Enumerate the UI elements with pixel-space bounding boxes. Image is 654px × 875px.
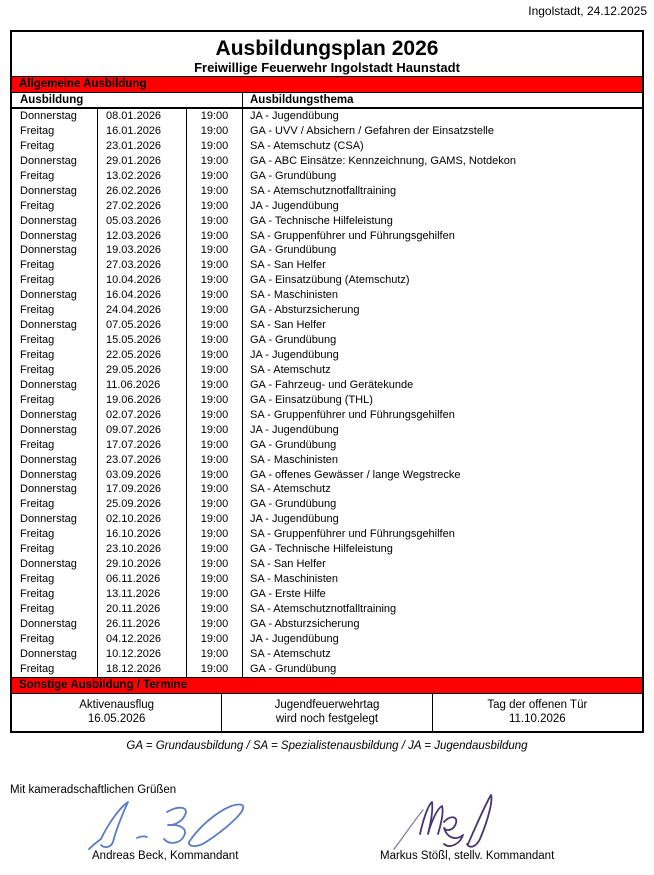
schedule-topic: GA - Grundübung <box>250 244 337 257</box>
schedule-row <box>12 169 642 184</box>
schedule-day: Freitag <box>12 333 98 348</box>
schedule-date: 29.10.2026 <box>98 557 187 572</box>
schedule-row <box>12 453 642 468</box>
schedule-row <box>12 363 642 378</box>
schedule-topic: SA - Gruppenführer und Führungsgehilfen <box>250 229 455 242</box>
schedule-row <box>12 647 642 662</box>
schedule-time: 19:00 <box>187 184 243 199</box>
schedule-day: Donnerstag <box>12 423 98 438</box>
schedule-row <box>12 139 642 154</box>
schedule-date: 13.11.2026 <box>98 587 187 602</box>
schedule-topic: GA - ABC Einsätze: Kennzeichnung, GAMS, Notdekon <box>250 154 516 167</box>
signer-name-1: Andreas Beck, Kommandant <box>92 850 239 862</box>
schedule-date: 16.10.2026 <box>98 527 187 542</box>
schedule-date: 18.12.2026 <box>98 662 187 677</box>
event-name: Aktivenausflug <box>79 698 155 711</box>
schedule-time: 19:00 <box>187 647 243 662</box>
event-date: 11.10.2026 <box>508 713 566 726</box>
schedule-date: 03.09.2026 <box>98 468 187 483</box>
schedule-topic: JA - Jugendübung <box>250 349 339 361</box>
schedule-time: 19:00 <box>187 602 243 617</box>
schedule-date: 26.11.2026 <box>98 617 187 632</box>
schedule-row <box>12 333 642 348</box>
schedule-time: 19:00 <box>187 154 243 169</box>
schedule-row <box>12 243 642 258</box>
schedule-row <box>12 542 642 557</box>
schedule-time: 19:00 <box>187 378 243 393</box>
schedule-date: 19.06.2026 <box>98 393 187 408</box>
schedule-date: 11.06.2026 <box>98 378 187 393</box>
schedule-date: 17.07.2026 <box>98 438 187 453</box>
schedule-topic: GA - Erste Hilfe <box>250 588 326 600</box>
page-subtitle: Freiwillige Feuerwehr Ingolstadt Haunstadt <box>194 60 460 75</box>
column-header-ausbildungsthema: Ausbildungsthema <box>250 94 354 106</box>
schedule-row <box>12 303 642 318</box>
schedule-row <box>12 154 642 169</box>
schedule-row <box>12 348 642 363</box>
schedule-day: Donnerstag <box>12 318 98 333</box>
schedule-row <box>12 199 642 214</box>
schedule-topic: GA - Absturzsicherung <box>250 304 360 317</box>
schedule-date: 29.05.2026 <box>98 363 187 378</box>
schedule-time: 19:00 <box>187 243 243 258</box>
schedule-time: 19:00 <box>187 109 243 124</box>
schedule-time: 19:00 <box>187 318 243 333</box>
schedule-day: Donnerstag <box>12 453 98 468</box>
schedule-day: Donnerstag <box>12 468 98 483</box>
schedule-row <box>12 662 642 677</box>
training-plan-table <box>10 30 644 733</box>
salutation: Mit kameradschaftlichen Grüßen <box>10 784 177 796</box>
events-row <box>12 694 642 731</box>
schedule-date: 25.09.2026 <box>98 497 187 512</box>
schedule-time: 19:00 <box>187 303 243 318</box>
schedule-row <box>12 378 642 393</box>
schedule-time: 19:00 <box>187 527 243 542</box>
schedule-date: 07.05.2026 <box>98 318 187 333</box>
schedule-topic: GA - UVV / Absichern / Gefahren der Einsatzstelle <box>250 124 494 137</box>
schedule-date: 29.01.2026 <box>98 154 187 169</box>
schedule-date: 19.03.2026 <box>98 243 187 258</box>
schedule-day: Donnerstag <box>12 214 98 229</box>
schedule-time: 19:00 <box>187 557 243 572</box>
schedule-topic: JA - Jugendübung <box>250 513 339 526</box>
schedule-time: 19:00 <box>187 333 243 348</box>
schedule-date: 10.04.2026 <box>98 273 187 288</box>
schedule-day: Freitag <box>12 303 98 318</box>
schedule-time: 19:00 <box>187 468 243 483</box>
schedule-day: Donnerstag <box>12 154 98 169</box>
schedule-date: 24.04.2026 <box>98 303 187 318</box>
schedule-topic: SA - Atemschutz <box>250 647 331 660</box>
schedule-time: 19:00 <box>187 512 243 527</box>
schedule-time: 19:00 <box>187 453 243 468</box>
schedule-topic: SA - Maschinisten <box>250 453 339 466</box>
schedule-topic: SA - Gruppenführer und Führungsgehilfen <box>250 528 455 541</box>
schedule-topic: GA - Absturzsicherung <box>250 617 360 630</box>
section-band-other: Sonstige Ausbildung / Termine <box>12 677 642 694</box>
schedule-day: Donnerstag <box>12 557 98 572</box>
schedule-time: 19:00 <box>187 288 243 303</box>
schedule-day: Freitag <box>12 632 98 647</box>
schedule-day: Donnerstag <box>12 647 98 662</box>
schedule-day: Freitag <box>12 273 98 288</box>
schedule-day: Freitag <box>12 542 98 557</box>
schedule-time: 19:00 <box>187 423 243 438</box>
schedule-topic: GA - Technische Hilfeleistung <box>250 214 393 227</box>
schedule-topic: SA - San Helfer <box>250 259 326 272</box>
schedule-row <box>12 497 642 512</box>
section-band-general: Allgemeine Ausbildung <box>12 76 642 93</box>
legend: GA = Grundausbildung / SA = Spezialistenausbildung / JA = Jugendausbildung <box>126 740 528 752</box>
table-header-row <box>12 93 642 109</box>
schedule-time: 19:00 <box>187 438 243 453</box>
schedule-row <box>12 468 642 483</box>
schedule-date: 27.03.2026 <box>98 258 187 273</box>
event-cell <box>12 694 222 731</box>
schedule-date: 17.09.2026 <box>98 482 187 497</box>
schedule-time: 19:00 <box>187 273 243 288</box>
schedule-date: 15.05.2026 <box>98 333 187 348</box>
schedule-date: 10.12.2026 <box>98 647 187 662</box>
schedule-row <box>12 572 642 587</box>
schedule-rows <box>12 109 642 677</box>
schedule-date: 05.03.2026 <box>98 214 187 229</box>
schedule-row <box>12 229 642 244</box>
schedule-topic: SA - Maschinisten <box>250 573 339 586</box>
schedule-day: Freitag <box>12 602 98 617</box>
schedule-time: 19:00 <box>187 617 243 632</box>
dateline: Ingolstadt, 24.12.2025 <box>528 4 647 18</box>
schedule-date: 27.02.2026 <box>98 199 187 214</box>
page-title: Ausbildungsplan 2026 <box>215 37 439 60</box>
schedule-topic: GA - Grundübung <box>250 334 337 347</box>
event-name: Tag der offenen Tür <box>487 698 588 711</box>
schedule-topic: GA - Fahrzeug- und Gerätekunde <box>250 378 414 391</box>
schedule-time: 19:00 <box>187 363 243 378</box>
schedule-row <box>12 109 642 124</box>
schedule-row <box>12 632 642 647</box>
event-cell <box>433 694 642 731</box>
schedule-day: Freitag <box>12 363 98 378</box>
title-block <box>12 32 642 76</box>
schedule-time: 19:00 <box>187 229 243 244</box>
schedule-row <box>12 258 642 273</box>
schedule-day: Donnerstag <box>12 408 98 423</box>
schedule-topic: JA - Jugendübung <box>250 632 339 645</box>
schedule-day: Donnerstag <box>12 617 98 632</box>
schedule-date: 02.07.2026 <box>98 408 187 423</box>
schedule-day: Donnerstag <box>12 378 98 393</box>
schedule-time: 19:00 <box>187 393 243 408</box>
schedule-date: 26.02.2026 <box>98 184 187 199</box>
signature-andreas-beck-icon <box>85 797 275 852</box>
schedule-time: 19:00 <box>187 587 243 602</box>
schedule-topic: SA - Atemschutz <box>250 483 331 496</box>
schedule-topic: GA - Grundübung <box>250 662 337 675</box>
schedule-row <box>12 527 642 542</box>
schedule-time: 19:00 <box>187 139 243 154</box>
schedule-row <box>12 124 642 139</box>
schedule-row <box>12 184 642 199</box>
schedule-day: Freitag <box>12 199 98 214</box>
schedule-time: 19:00 <box>187 632 243 647</box>
schedule-time: 19:00 <box>187 662 243 677</box>
schedule-date: 16.04.2026 <box>98 288 187 303</box>
schedule-day: Donnerstag <box>12 482 98 497</box>
schedule-row <box>12 602 642 617</box>
schedule-date: 04.12.2026 <box>98 632 187 647</box>
event-date: 16.05.2026 <box>87 713 146 726</box>
schedule-day: Freitag <box>12 169 98 184</box>
schedule-row <box>12 318 642 333</box>
schedule-topic: SA - Atemschutznotfalltraining <box>250 602 397 615</box>
schedule-topic: GA - Grundübung <box>250 169 337 182</box>
schedule-topic: JA - Jugendübung <box>250 423 339 436</box>
schedule-day: Freitag <box>12 258 98 273</box>
schedule-day: Freitag <box>12 348 98 363</box>
schedule-topic: SA - Atemschutz (CSA) <box>250 139 364 152</box>
schedule-day: Freitag <box>12 572 98 587</box>
schedule-topic: SA - Gruppenführer und Führungsgehilfen <box>250 408 455 421</box>
schedule-day: Freitag <box>12 393 98 408</box>
schedule-date: 23.01.2026 <box>98 139 187 154</box>
schedule-time: 19:00 <box>187 124 243 139</box>
schedule-date: 02.10.2026 <box>98 512 187 527</box>
schedule-row <box>12 557 642 572</box>
schedule-day: Freitag <box>12 527 98 542</box>
schedule-topic: SA - Atemschutznotfalltraining <box>250 184 397 197</box>
schedule-time: 19:00 <box>187 348 243 363</box>
schedule-date: 06.11.2026 <box>98 572 187 587</box>
schedule-day: Freitag <box>12 124 98 139</box>
schedule-date: 16.01.2026 <box>98 124 187 139</box>
event-name: Jugendfeuerwehrtag <box>274 698 380 711</box>
signature-markus-stoessl-icon <box>392 789 512 853</box>
schedule-topic: JA - Jugendübung <box>250 199 339 212</box>
schedule-topic: SA - San Helfer <box>250 319 326 332</box>
schedule-time: 19:00 <box>187 572 243 587</box>
event-date: wird noch festgelegt <box>275 713 379 726</box>
schedule-date: 12.03.2026 <box>98 229 187 244</box>
schedule-date: 22.05.2026 <box>98 348 187 363</box>
schedule-topic: JA - Jugendübung <box>250 110 339 122</box>
signer-name-2: Markus Stößl, stellv. Kommandant <box>380 850 555 862</box>
schedule-day: Freitag <box>12 497 98 512</box>
schedule-date: 09.07.2026 <box>98 423 187 438</box>
schedule-row <box>12 512 642 527</box>
schedule-topic: SA - San Helfer <box>250 558 326 571</box>
schedule-time: 19:00 <box>187 214 243 229</box>
schedule-time: 19:00 <box>187 497 243 512</box>
schedule-time: 19:00 <box>187 408 243 423</box>
schedule-day: Donnerstag <box>12 229 98 244</box>
schedule-topic: GA - Einsatzübung (Atemschutz) <box>250 274 410 287</box>
schedule-time: 19:00 <box>187 542 243 557</box>
schedule-day: Freitag <box>12 587 98 602</box>
event-cell <box>222 694 432 731</box>
schedule-topic: GA - Einsatzübung (THL) <box>250 393 373 406</box>
schedule-day: Donnerstag <box>12 184 98 199</box>
schedule-topic: SA - Maschinisten <box>250 289 339 302</box>
schedule-row <box>12 273 642 288</box>
column-header-ausbildung: Ausbildung <box>12 93 243 107</box>
schedule-time: 19:00 <box>187 169 243 184</box>
schedule-day: Donnerstag <box>12 243 98 258</box>
schedule-row <box>12 438 642 453</box>
schedule-topic: GA - Technische Hilfeleistung <box>250 543 393 556</box>
schedule-row <box>12 408 642 423</box>
schedule-date: 23.07.2026 <box>98 453 187 468</box>
schedule-time: 19:00 <box>187 199 243 214</box>
schedule-day: Donnerstag <box>12 512 98 527</box>
schedule-day: Donnerstag <box>12 288 98 303</box>
schedule-day: Freitag <box>12 139 98 154</box>
schedule-row <box>12 423 642 438</box>
schedule-time: 19:00 <box>187 258 243 273</box>
schedule-time: 19:00 <box>187 482 243 497</box>
schedule-date: 20.11.2026 <box>98 602 187 617</box>
schedule-topic: GA - offenes Gewässer / lange Wegstrecke <box>250 468 461 481</box>
schedule-topic: GA - Grundübung <box>250 438 337 451</box>
schedule-date: 13.02.2026 <box>98 169 187 184</box>
schedule-day: Donnerstag <box>12 109 98 124</box>
schedule-day: Freitag <box>12 662 98 677</box>
schedule-row <box>12 288 642 303</box>
schedule-date: 23.10.2026 <box>98 542 187 557</box>
schedule-topic: GA - Grundübung <box>250 498 337 511</box>
schedule-row <box>12 214 642 229</box>
schedule-row <box>12 482 642 497</box>
schedule-topic: SA - Atemschutz <box>250 363 331 376</box>
schedule-date: 08.01.2026 <box>98 109 187 124</box>
schedule-row <box>12 587 642 602</box>
schedule-day: Freitag <box>12 438 98 453</box>
schedule-row <box>12 393 642 408</box>
schedule-row <box>12 617 642 632</box>
